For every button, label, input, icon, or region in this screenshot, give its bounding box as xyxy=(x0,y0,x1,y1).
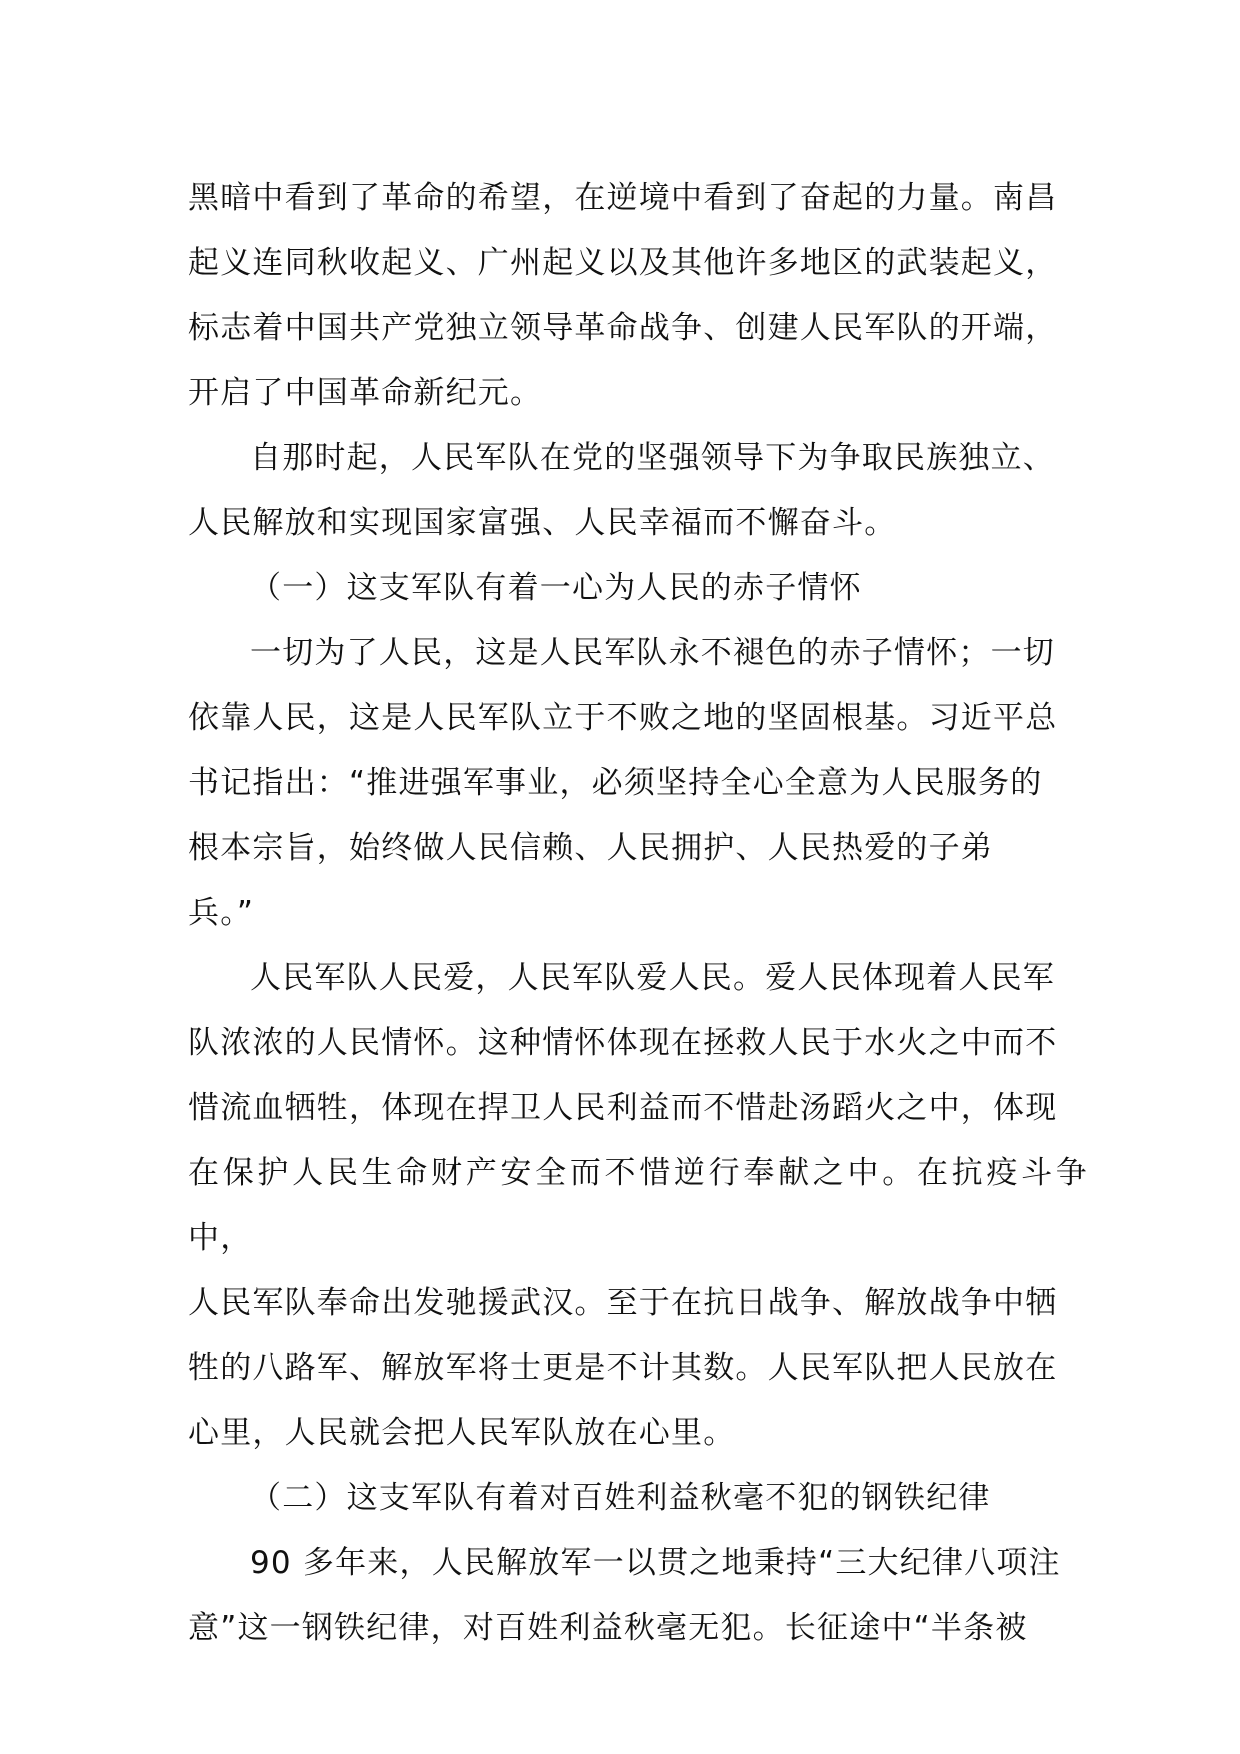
text-line: 标志着中国共产党独立领导革命战争、创建人民军队的开端， xyxy=(188,310,1058,346)
text-line: 起义连同秋收起义、广州起义以及其他许多地区的武装起义， xyxy=(188,245,1058,281)
text-line: 书记指出：“推进强军事业，必须坚持全心全意为人民服务的 xyxy=(188,765,1043,801)
text-line: 开启了中国革命新纪元。 xyxy=(188,375,543,411)
text-line: 一切为了人民，这是人民军队永不褪色的赤子情怀；一切 xyxy=(250,635,1055,671)
paragraph-body xyxy=(188,426,1088,556)
text-line: 90 多年来，人民解放军一以贯之地秉持“三大纪律八项注 xyxy=(250,1545,1061,1581)
text-line: 队浓浓的人民情怀。这种情怀体现在拯救人民于水火之中而不 xyxy=(188,1025,1058,1061)
section-heading-2 xyxy=(188,1466,1088,1531)
text-line: 人民解放和实现国家富强、人民幸福而不懈奋斗。 xyxy=(188,505,897,541)
text-line: 根本宗旨，始终做人民信赖、人民拥护、人民热爱的子弟 xyxy=(188,830,993,866)
section-heading-1 xyxy=(188,556,1088,621)
heading-text: （二）这支军队有着对百姓利益秋毫不犯的钢铁纪律 xyxy=(250,1480,991,1516)
text-line: 黑暗中看到了革命的希望，在逆境中看到了奋起的力量。南昌 xyxy=(188,180,1058,216)
text-line: 自那时起，人民军队在党的坚强领导下为争取民族独立、 xyxy=(250,440,1055,476)
text-line: 心里，人民就会把人民军队放在心里。 xyxy=(188,1415,736,1451)
text-line: 兵。” xyxy=(188,895,255,931)
heading-text: （一）这支军队有着一心为人民的赤子情怀 xyxy=(250,570,862,606)
text-line: 惜流血牺牲，体现在捍卫人民利益而不惜赴汤蹈火之中，体现 xyxy=(188,1090,1058,1126)
text-line: 意”这一钢铁纪律，对百姓利益秋毫无犯。长征途中“半条被 xyxy=(188,1610,1028,1646)
paragraph-body xyxy=(188,1531,1088,1661)
text-line: 在保护人民生命财产安全而不惜逆行奉献之中。在抗疫斗争中， xyxy=(188,1155,1088,1256)
paragraph-body xyxy=(188,621,1088,946)
text-line: 依靠人民，这是人民军队立于不败之地的坚固根基。习近平总 xyxy=(188,700,1058,736)
paragraph-body xyxy=(188,946,1088,1466)
text-line: 人民军队奉命出发驰援武汉。至于在抗日战争、解放战争中牺 xyxy=(188,1285,1058,1321)
text-line: 牲的八路军、解放军将士更是不计其数。人民军队把人民放在 xyxy=(188,1350,1058,1386)
paragraph-continuation xyxy=(188,166,1088,426)
text-line: 人民军队人民爱，人民军队爱人民。爱人民体现着人民军 xyxy=(250,960,1055,996)
document-body xyxy=(188,166,1088,1661)
